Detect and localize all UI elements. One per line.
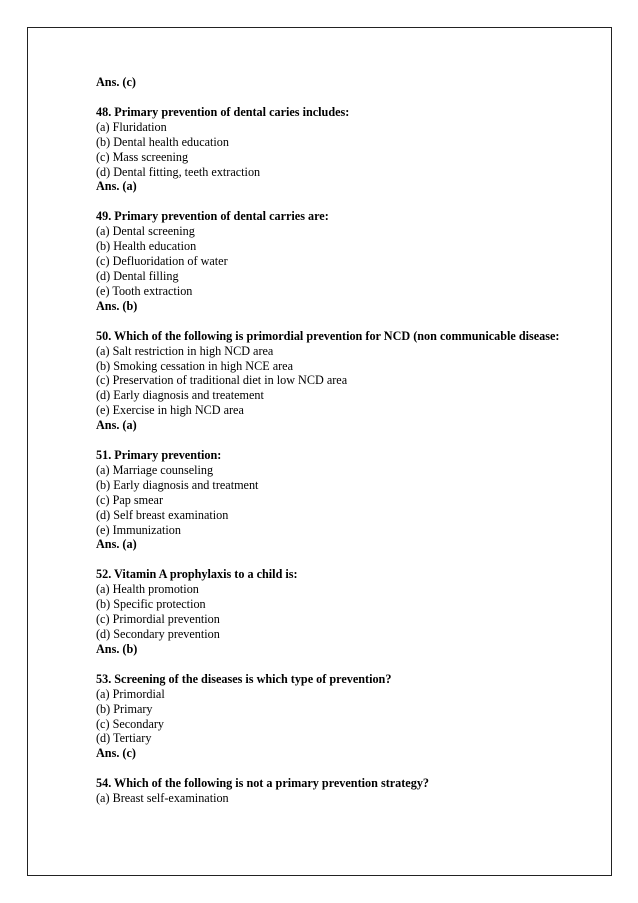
- option-e: (e) Tooth extraction: [96, 283, 193, 298]
- option-b: (b) Early diagnosis and treatment: [96, 477, 259, 492]
- option-d: (d) Early diagnosis and treatement: [96, 388, 264, 403]
- answer-line: Ans. (b): [96, 298, 138, 313]
- document-content: [96, 75, 576, 821]
- question-54: [96, 776, 576, 806]
- question-50: [96, 329, 576, 433]
- answer-line: Ans. (a): [96, 537, 137, 552]
- question-title: 48. Primary prevention of dental caries includes:: [96, 104, 350, 119]
- question-title: 53. Screening of the diseases is which type of prevention?: [96, 671, 392, 686]
- option-e: (e) Immunization: [96, 522, 181, 537]
- answer-line: Ans. (a): [96, 418, 137, 433]
- previous-answer-block: [96, 75, 576, 90]
- option-c: (c) Secondary: [96, 716, 165, 731]
- option-d: (d) Dental filling: [96, 268, 179, 283]
- option-e: (e) Exercise in high NCD area: [96, 403, 244, 418]
- option-d: (d) Self breast examination: [96, 507, 229, 522]
- answer-line: Ans. (c): [96, 746, 136, 761]
- answer-line: Ans. (a): [96, 179, 137, 194]
- option-a: (a) Breast self-examination: [96, 791, 229, 806]
- option-c: (c) Defluoridation of water: [96, 254, 228, 269]
- answer-line: Ans. (b): [96, 641, 138, 656]
- question-52: [96, 567, 576, 656]
- option-c: (c) Pap smear: [96, 492, 164, 507]
- option-d: (d) Tertiary: [96, 731, 152, 746]
- option-a: (a) Dental screening: [96, 224, 195, 239]
- question-title: 50. Which of the following is primordial prevention for NCD (non communicable disease:: [96, 328, 560, 343]
- question-48: [96, 105, 576, 194]
- option-a: (a) Marriage counseling: [96, 462, 214, 477]
- question-title: 49. Primary prevention of dental carries are:: [96, 209, 329, 224]
- option-b: (b) Smoking cessation in high NCE area: [96, 358, 293, 373]
- question-title: 54. Which of the following is not a primary prevention strategy?: [96, 776, 430, 791]
- option-c: (c) Mass screening: [96, 149, 189, 164]
- question-title: 51. Primary prevention:: [96, 448, 222, 463]
- option-b: (b) Dental health education: [96, 134, 229, 149]
- option-b: (b) Primary: [96, 701, 153, 716]
- question-53: [96, 672, 576, 761]
- option-c: (c) Preservation of traditional diet in low NCD area: [96, 373, 348, 388]
- question-49: [96, 209, 576, 313]
- answer-line: Ans. (c): [96, 75, 136, 89]
- option-c: (c) Primordial prevention: [96, 612, 220, 627]
- option-a: (a) Fluridation: [96, 119, 167, 134]
- question-title: 52. Vitamin A prophylaxis to a child is:: [96, 567, 298, 582]
- question-51: [96, 448, 576, 552]
- option-d: (d) Dental fitting, teeth extraction: [96, 164, 261, 179]
- option-b: (b) Specific protection: [96, 597, 206, 612]
- option-a: (a) Salt restriction in high NCD area: [96, 343, 274, 358]
- option-a: (a) Primordial: [96, 686, 165, 701]
- option-d: (d) Secondary prevention: [96, 627, 220, 641]
- option-b: (b) Health education: [96, 239, 197, 254]
- option-a: (a) Health promotion: [96, 582, 199, 597]
